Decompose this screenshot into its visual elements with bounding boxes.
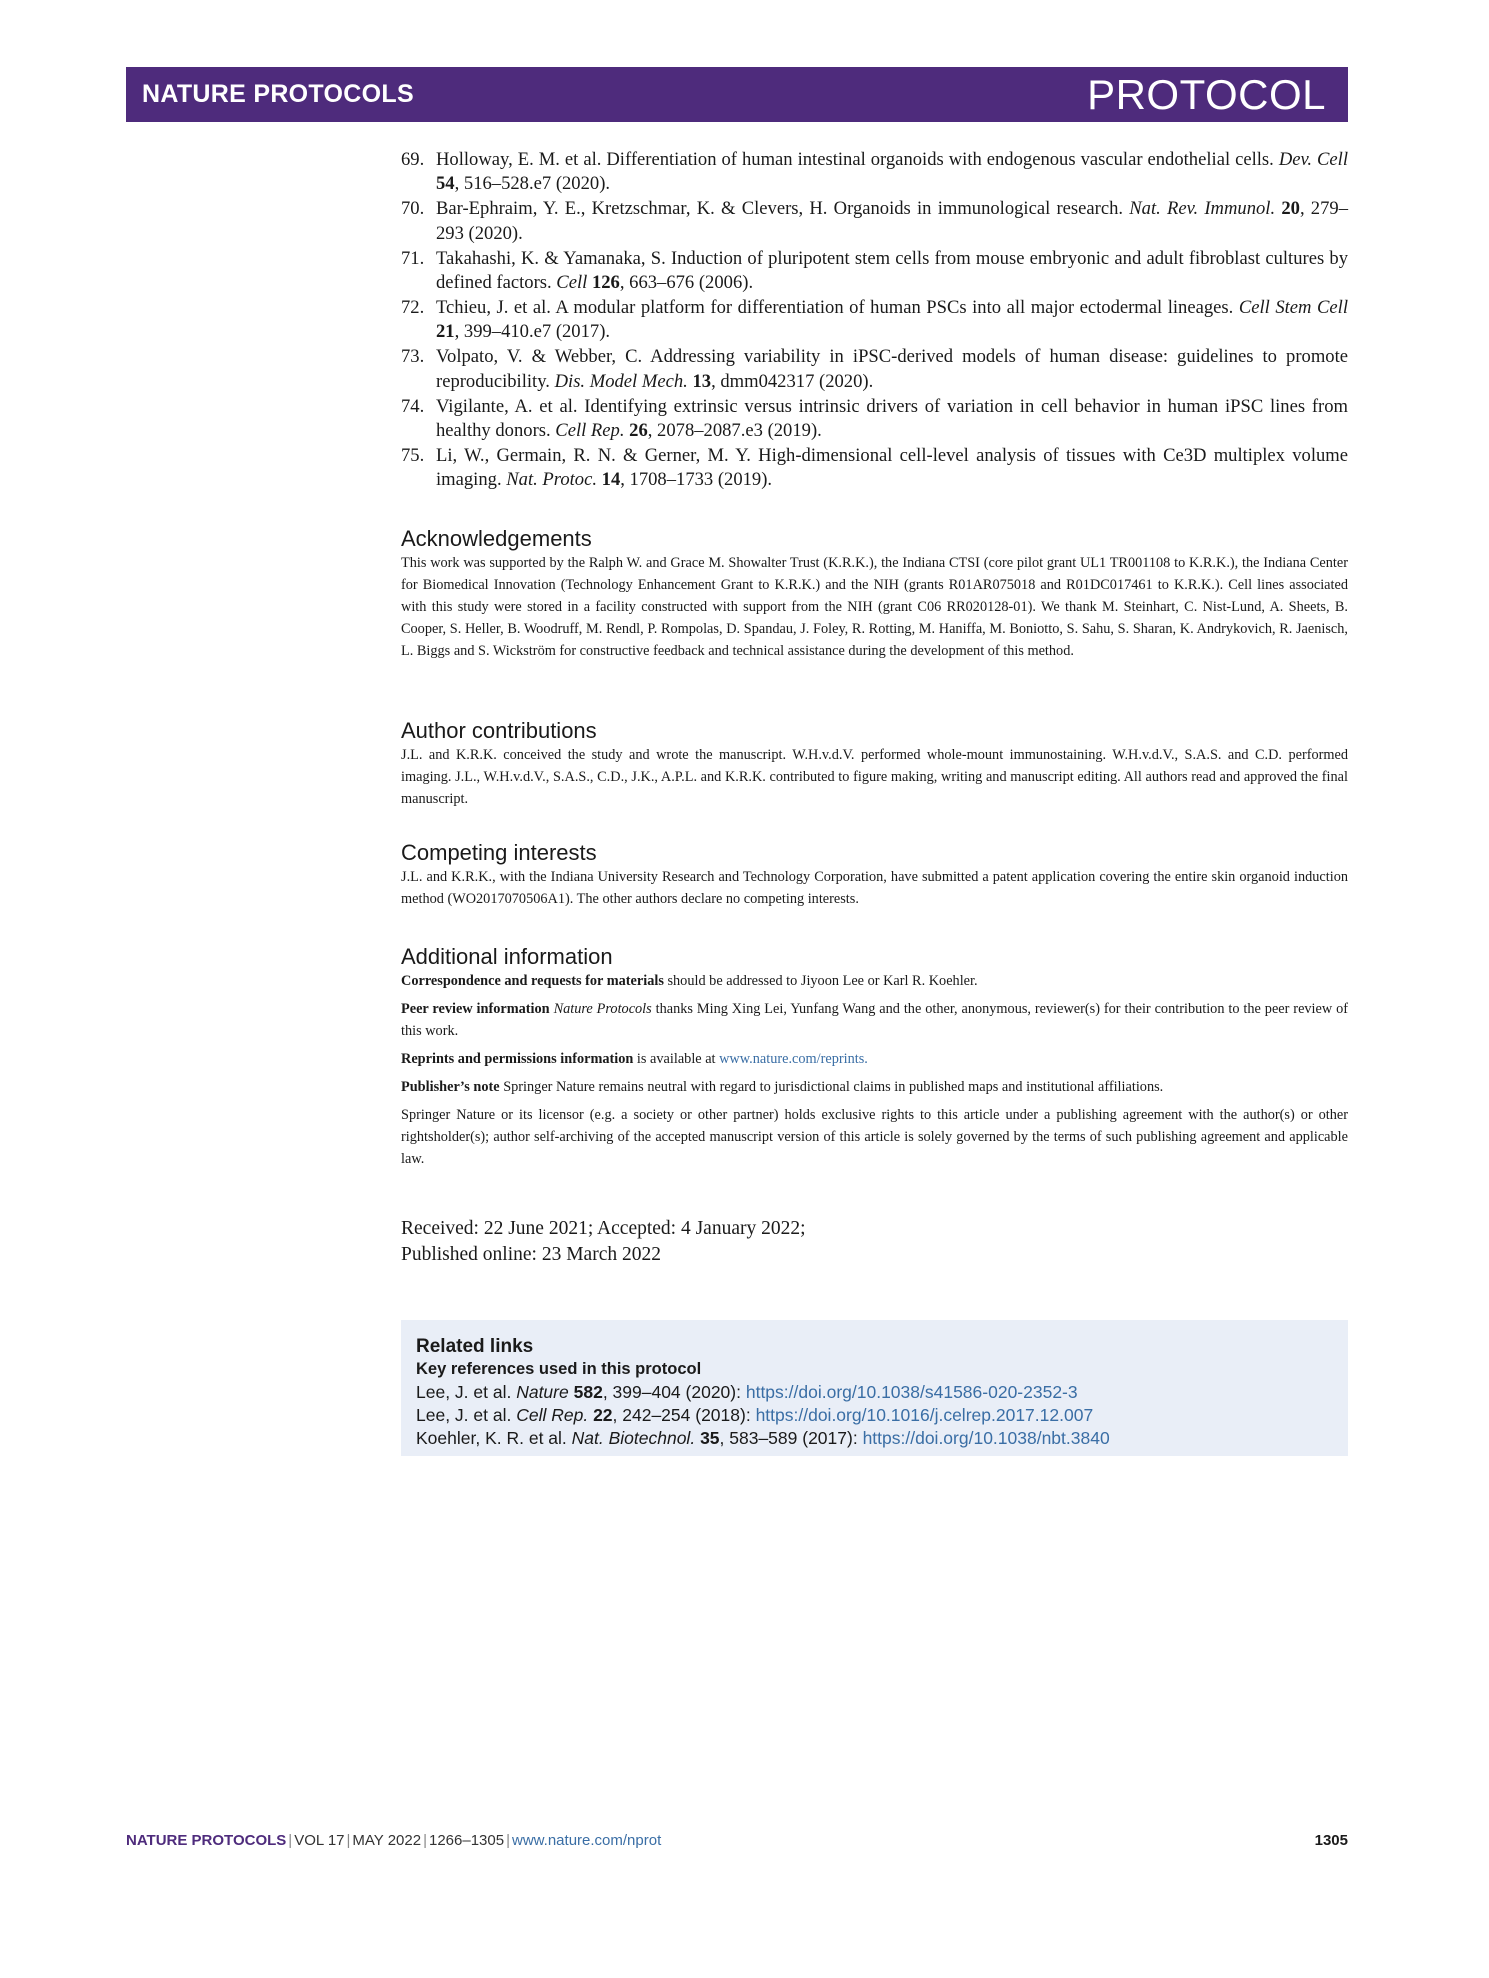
reference-list <box>401 148 1348 493</box>
related-link-journal: Nat. Biotechnol. <box>571 1428 696 1448</box>
reference-item <box>401 247 1348 296</box>
reference-item <box>401 296 1348 345</box>
reference-number: 75. <box>401 444 425 466</box>
reference-item <box>401 345 1348 394</box>
reference-text: 26 <box>629 419 648 441</box>
acknowledgements-text: This work was supported by the Ralph W. and Grace M. Showalter Trust (K.R.K.), the Indiana CTSI (core pilot grant UL1 TR001108 to K.R.K.), the Indiana Center for Biomedical Innovation (Technology Enhancement Grant to K.R.K.) and the NIH (grants R01AR075018 and R01DC017461 to K.R.K.). Cell lines associated with this study were stored in a facility constructed with support from the NIH (grant C06 RR020128-01). We thank M. Steinhart, C. Nist-Lund, A. Sheets, B. Cooper, S. Heller, B. Woodruff, M. Rendl, P. Rompolas, D. Spandau, J. Foley, R. Rotting, M. Haniffa, M. Boniotto, S. Sahu, S. Sharan, K. Andrykovich, R. Jaenisch, L. Biggs and S. Wickström for constructive feedback and technical assistance during the development of this method. <box>401 555 1348 659</box>
related-link-authors: Lee, J. et al. <box>416 1382 517 1402</box>
correspondence-text: should be addressed to Jiyoon Lee or Karl R. Koehler. <box>663 973 978 989</box>
competing-interests-text: J.L. and K.R.K., with the Indiana University Research and Technology Corporation, have submitted a patent application covering the entire skin organoid induction method (WO2017070506A1). The other authors declare no competing interests. <box>401 869 1348 907</box>
acknowledgements-section <box>401 526 1348 662</box>
published-online-date: Published online: 23 March 2022 <box>401 1244 661 1265</box>
reference-number: 71. <box>401 247 425 269</box>
publisher-label: Publisher’s note <box>401 1079 500 1095</box>
peer-review-label: Peer review information <box>401 1001 550 1017</box>
reference-text: Bar-Ephraim, Y. E., Kretzschmar, K. & Clevers, H. Organoids in immunological research. <box>436 198 1130 220</box>
article-type: PROTOCOL <box>1087 71 1326 118</box>
reference-text: Cell Rep. <box>555 419 625 441</box>
reference-item <box>401 197 1348 246</box>
reference-text: Tchieu, J. et al. A modular platform for differentiation of human PSCs into all major ectodermal lineages. <box>436 296 1239 318</box>
related-link-url[interactable]: https://doi.org/10.1038/nbt.3840 <box>862 1428 1110 1448</box>
rights-note: Springer Nature or its licensor (e.g. a society or other partner) holds exclusive rights to this article under a publishing agreement with the author(s) or other rightsholder(s); author self-archiving of the accepted manuscript version of this article is solely governed by the terms of such publishing agreement and applicable law. <box>401 1107 1348 1167</box>
page-header <box>126 67 1348 122</box>
footer-volume: VOL 17 <box>294 1832 345 1849</box>
related-link-item <box>416 1404 1110 1427</box>
related-link-pages: , 399–404 (2020): <box>602 1382 746 1402</box>
author-contributions-text: J.L. and K.R.K. conceived the study and wrote the manuscript. W.H.v.d.V. performed whole-mount immunostaining. W.H.v.d.V., S.A.S. and C.D. performed imaging. J.L., W.H.v.d.V., S.A.S., C.D., J.K., A.P.L. and K.R.K. contributed to figure making, writing and manuscript editing. All authors read and approved the final manuscript. <box>401 747 1348 807</box>
acknowledgements-heading: Acknowledgements <box>401 526 592 551</box>
reference-text: 20 <box>1281 198 1300 220</box>
publication-dates <box>401 1216 1348 1268</box>
related-link-url[interactable]: https://doi.org/10.1038/s41586-020-2352-3 <box>745 1382 1078 1402</box>
reference-text: Li, W., Germain, R. N. & Gerner, M. Y. High-dimensional cell-level analysis of tissues with Ce3D multiplex volume imaging. <box>436 444 1348 491</box>
footer-url[interactable]: www.nature.com/nprot <box>512 1832 662 1849</box>
reference-text: Nat. Protoc. <box>506 469 597 491</box>
reference-text: , 663–676 (2006). <box>619 272 754 294</box>
reference-text: 54 <box>436 173 455 195</box>
reference-text: , 279–293 (2020). <box>436 198 1348 244</box>
reference-text: Takahashi, K. & Yamanaka, S. Induction of pluripotent stem cells from mouse embryonic and adult fibroblast cultures by defined factors. <box>436 247 1348 294</box>
peer-review-note <box>401 998 1348 1042</box>
reference-text: Cell <box>556 272 588 294</box>
related-link-url[interactable]: https://doi.org/10.1016/j.celrep.2017.12.007 <box>755 1405 1094 1425</box>
reference-text: Nat. Rev. Immunol. <box>1129 198 1276 220</box>
footer-journal: NATURE PROTOCOLS <box>126 1832 287 1849</box>
reference-item <box>401 444 1348 493</box>
related-link-volume: 35 <box>700 1428 720 1448</box>
reference-text: Dev. Cell <box>1278 149 1348 170</box>
related-links-list <box>416 1381 1110 1450</box>
footer-date: MAY 2022 <box>352 1832 422 1849</box>
reference-text: Volpato, V. & Webber, C. Addressing variability in iPSC-derived models of human disease: guidelines to promote reproducibility. <box>436 346 1348 392</box>
received-accepted-dates: Received: 22 June 2021; Accepted: 4 January 2022; <box>401 1218 806 1239</box>
reference-text: 126 <box>591 272 620 294</box>
related-link-authors: Lee, J. et al. <box>416 1405 517 1425</box>
related-link-journal: Cell Rep. <box>516 1405 589 1425</box>
competing-interests-section <box>401 840 1348 910</box>
related-links-title: Related links <box>416 1336 534 1357</box>
reference-text: 14 <box>601 469 621 491</box>
related-links-box <box>401 1320 1348 1456</box>
correspondence-note <box>401 970 1348 992</box>
main-content <box>401 148 1349 1448</box>
reference-number: 74. <box>401 395 425 417</box>
additional-information-heading: Additional information <box>401 944 613 969</box>
footer-pages: 1266–1305 <box>429 1832 505 1849</box>
author-contributions-heading: Author contributions <box>401 718 597 743</box>
reprints-label: Reprints and permissions information <box>401 1051 634 1067</box>
publisher-note <box>401 1076 1348 1098</box>
peer-review-text: thanks Ming Xing Lei, Yunfang Wang and the other, anonymous, reviewer(s) for their contribution to the peer review of this work. <box>401 1001 1349 1039</box>
reprints-link[interactable]: www.nature.com/reprints. <box>719 1051 868 1067</box>
reference-text: , 399–410.e7 (2017). <box>454 321 611 343</box>
reference-item <box>401 148 1348 197</box>
author-contributions-section <box>401 718 1348 810</box>
reference-item <box>401 395 1348 444</box>
related-link-volume: 22 <box>593 1405 613 1425</box>
related-link-pages: , 242–254 (2018): <box>612 1405 756 1425</box>
related-link-volume: 582 <box>573 1382 603 1402</box>
related-link-journal: Nature <box>516 1382 569 1402</box>
page-footer: NATURE PROTOCOLS | VOL 17 | MAY 2022 | 1266–1305 | www.nature.com/nprot 1305 <box>126 1832 1348 1849</box>
publisher-text: Springer Nature remains neutral with regard to jurisdictional claims in published maps and institutional affiliations. <box>499 1079 1164 1095</box>
reference-text: 21 <box>436 321 455 343</box>
reference-number: 72. <box>401 296 425 318</box>
related-link-item <box>416 1381 1110 1404</box>
correspondence-label: Correspondence and requests for materials <box>401 973 664 989</box>
reference-text: , 516–528.e7 (2020). <box>454 173 611 195</box>
related-link-pages: , 583–589 (2017): <box>719 1428 863 1448</box>
reference-text: 13 <box>692 370 712 392</box>
reference-number: 70. <box>401 198 425 220</box>
related-link-authors: Koehler, K. R. et al. <box>416 1428 572 1448</box>
journal-name: NATURE PROTOCOLS <box>142 80 414 108</box>
reprints-note <box>401 1048 1348 1070</box>
reference-text: , dmm042317 (2020). <box>711 370 874 392</box>
reference-text: Vigilante, A. et al. Identifying extrinsic versus intrinsic drivers of variation in cell behavior in human iPSC lines from healthy donors. <box>436 395 1348 441</box>
reprints-text: is available at <box>633 1051 720 1067</box>
competing-interests-heading: Competing interests <box>401 840 597 865</box>
page-number: 1305 <box>1314 1832 1348 1849</box>
related-links-subtitle: Key references used in this protocol <box>416 1360 702 1378</box>
related-link-item <box>416 1427 1110 1450</box>
reference-text: Cell Stem Cell <box>1238 296 1348 318</box>
additional-information-section <box>401 944 1348 1176</box>
reference-number: 69. <box>401 149 425 170</box>
reference-text: Dis. Model Mech. <box>554 370 688 392</box>
reference-number: 73. <box>401 346 425 368</box>
reference-text: Holloway, E. M. et al. Differentiation of human intestinal organoids with endogenous vascular endothelial cells. <box>436 149 1279 170</box>
reference-text: , 2078–2087.e3 (2019). <box>647 419 822 441</box>
reference-text: , 1708–1733 (2019). <box>620 469 773 491</box>
peer-review-journal: Nature Protocols <box>553 1001 652 1017</box>
